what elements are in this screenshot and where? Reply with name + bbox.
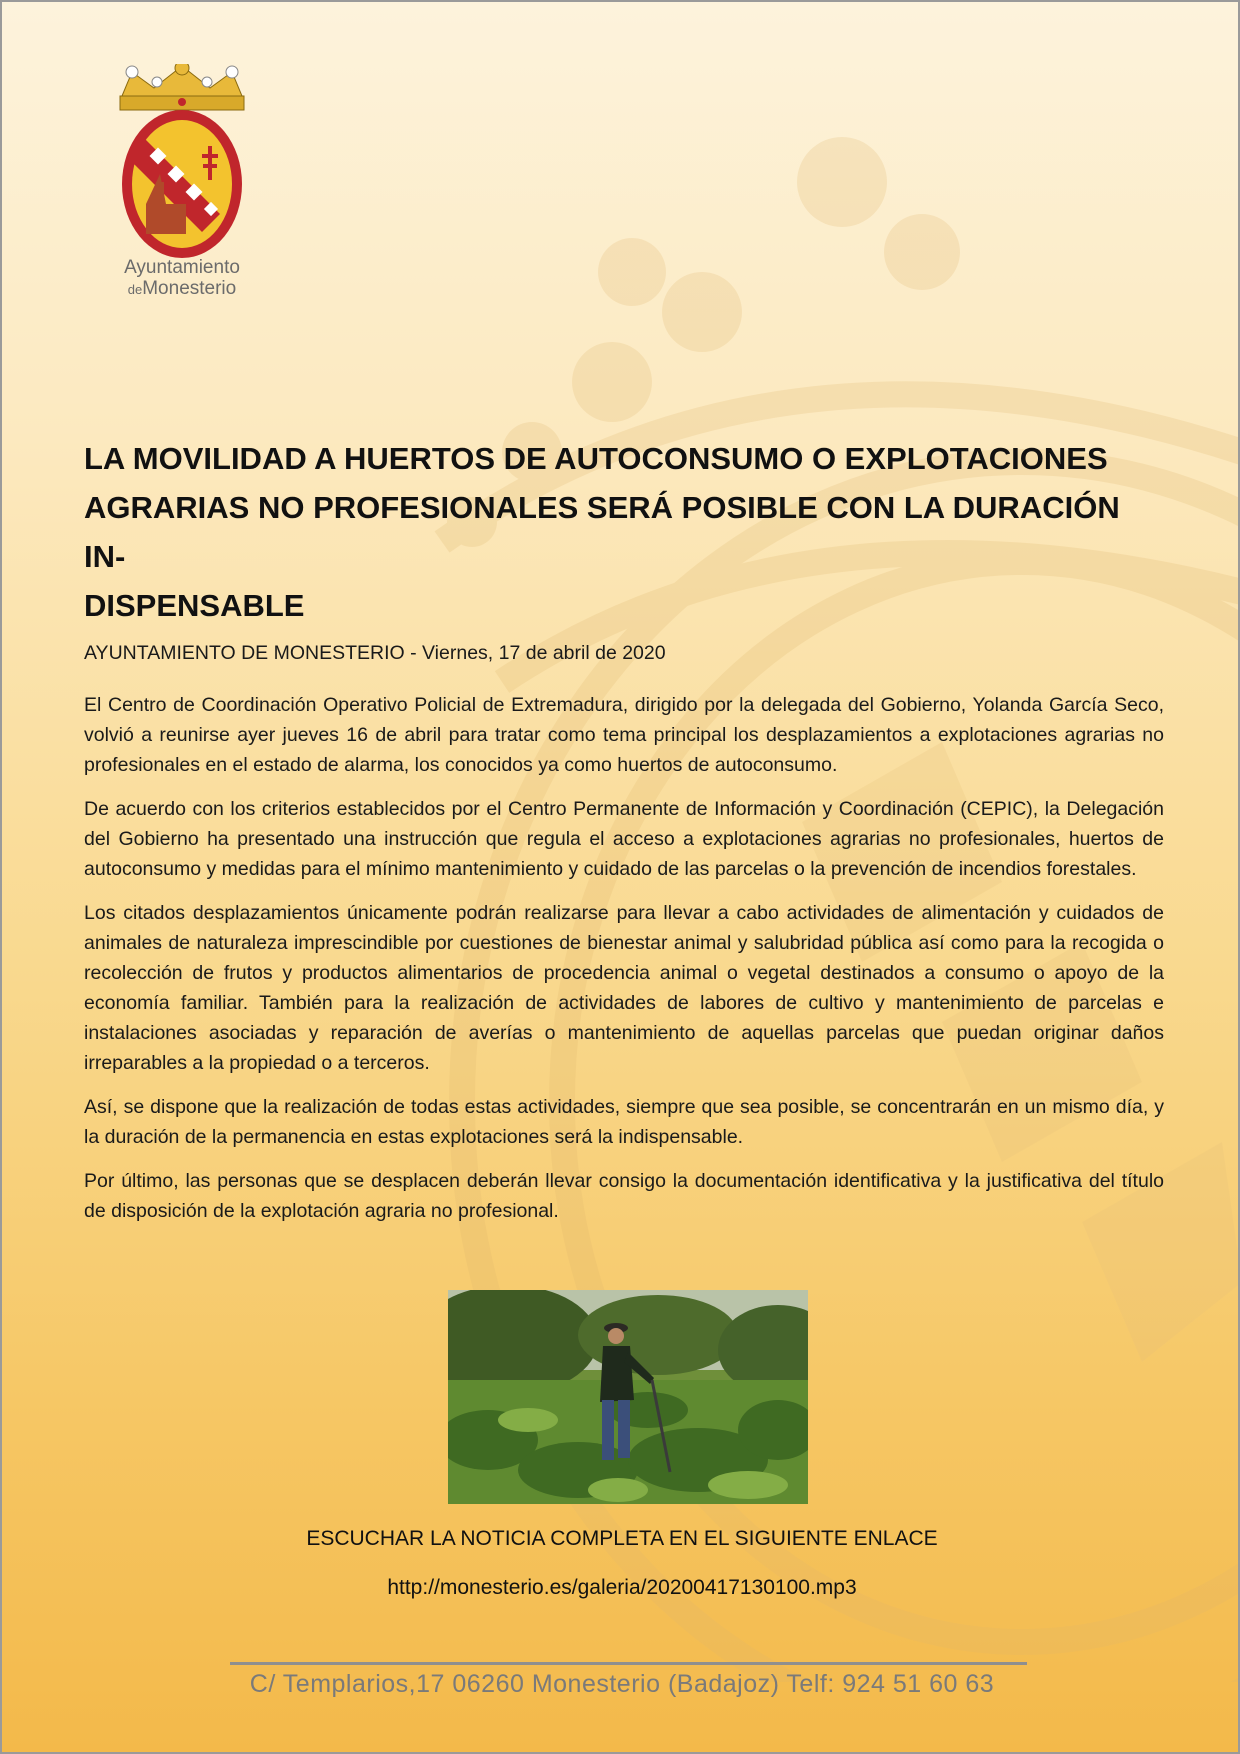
logo-caption (102, 257, 262, 300)
article-title (84, 434, 1164, 630)
body-paragraph: El Centro de Coordinación Operativo Policial de Extremadura, dirigido por la delegada del Gobierno, Yolanda García Seco, volvió a reunirse ayer jueves 16 de abril para tratar como tema principal los desplazamientos a explotaciones agrarias no profesionales en el estado de alarma, los conocidos ya como huertos de autoconsumo. (84, 694, 1164, 776)
body-paragraph: Los citados desplazamientos únicamente podrán realizarse para llevar a cabo actividades de alimentación y cuidados de animales de naturaleza imprescindible por cuestiones de bienestar animal y salubridad pública así como para la recogida o recolección de frutos y productos alimentarios de procedencia animal o vegetal destinados a consumo o apoyo de la economía familiar. También para la realización de actividades de labores de cultivo y mantenimiento de parcelas e instalaciones asociadas y reparación de averías o mantenimiento de aquellas parcelas que puedan originar daños irreparables a la propiedad o a terceros. (84, 902, 1164, 1074)
body-paragraph: De acuerdo con los criterios establecidos por el Centro Permanente de Información y Coordinación (CEPIC), la Delegación del Gobierno ha presentado una instrucción que regula el acceso a explotaciones agrarias no profesionales, huertos de autoconsumo y medidas para el mínimo mantenimiento y cuidado de las parcelas o la prevención de incendios forestales. (84, 798, 1164, 880)
crown-icon (120, 64, 244, 110)
dateline: AYUNTAMIENTO DE MONESTERIO - Viernes, 17 de abril de 2020 (84, 642, 666, 664)
body-paragraph: Así, se dispone que la realización de todas estas actividades, siempre que sea posible, se concentrarán en un mismo día, y la duración de la permanencia en estas explotaciones será la indispensable. (84, 1096, 1164, 1148)
footer-divider (230, 1662, 1027, 1665)
title-line: DISPENSABLE (84, 588, 305, 623)
logo-line-1: Ayuntamiento (124, 257, 240, 278)
title-line: AGRARIAS NO PROFESIONALES SERÁ POSIBLE CON LA DURACIÓN IN- (84, 490, 1120, 574)
garden-photo (448, 1290, 808, 1504)
logo-line-2: deMonesterio (127, 278, 237, 299)
body-paragraph: Por último, las personas que se desplacen deberán llevar consigo la documentación identificativa y la justificativa del título de disposición de la explotación agraria no profesional. (84, 1170, 1164, 1222)
shield-icon (122, 110, 242, 258)
footer-address: C/ Templarios,17 06260 Monesterio (Badajoz) Telf: 924 51 60 63 (249, 1670, 995, 1698)
listen-link-label: ESCUCHAR LA NOTICIA COMPLETA EN EL SIGUIENTE ENLACE (306, 1527, 938, 1550)
title-line: LA MOVILIDAD A HUERTOS DE AUTOCONSUMO O EXPLOTACIONES (84, 441, 1108, 476)
audio-link[interactable]: http://monesterio.es/galeria/20200417130100.mp3 (387, 1576, 857, 1599)
article-body (84, 690, 1164, 1240)
